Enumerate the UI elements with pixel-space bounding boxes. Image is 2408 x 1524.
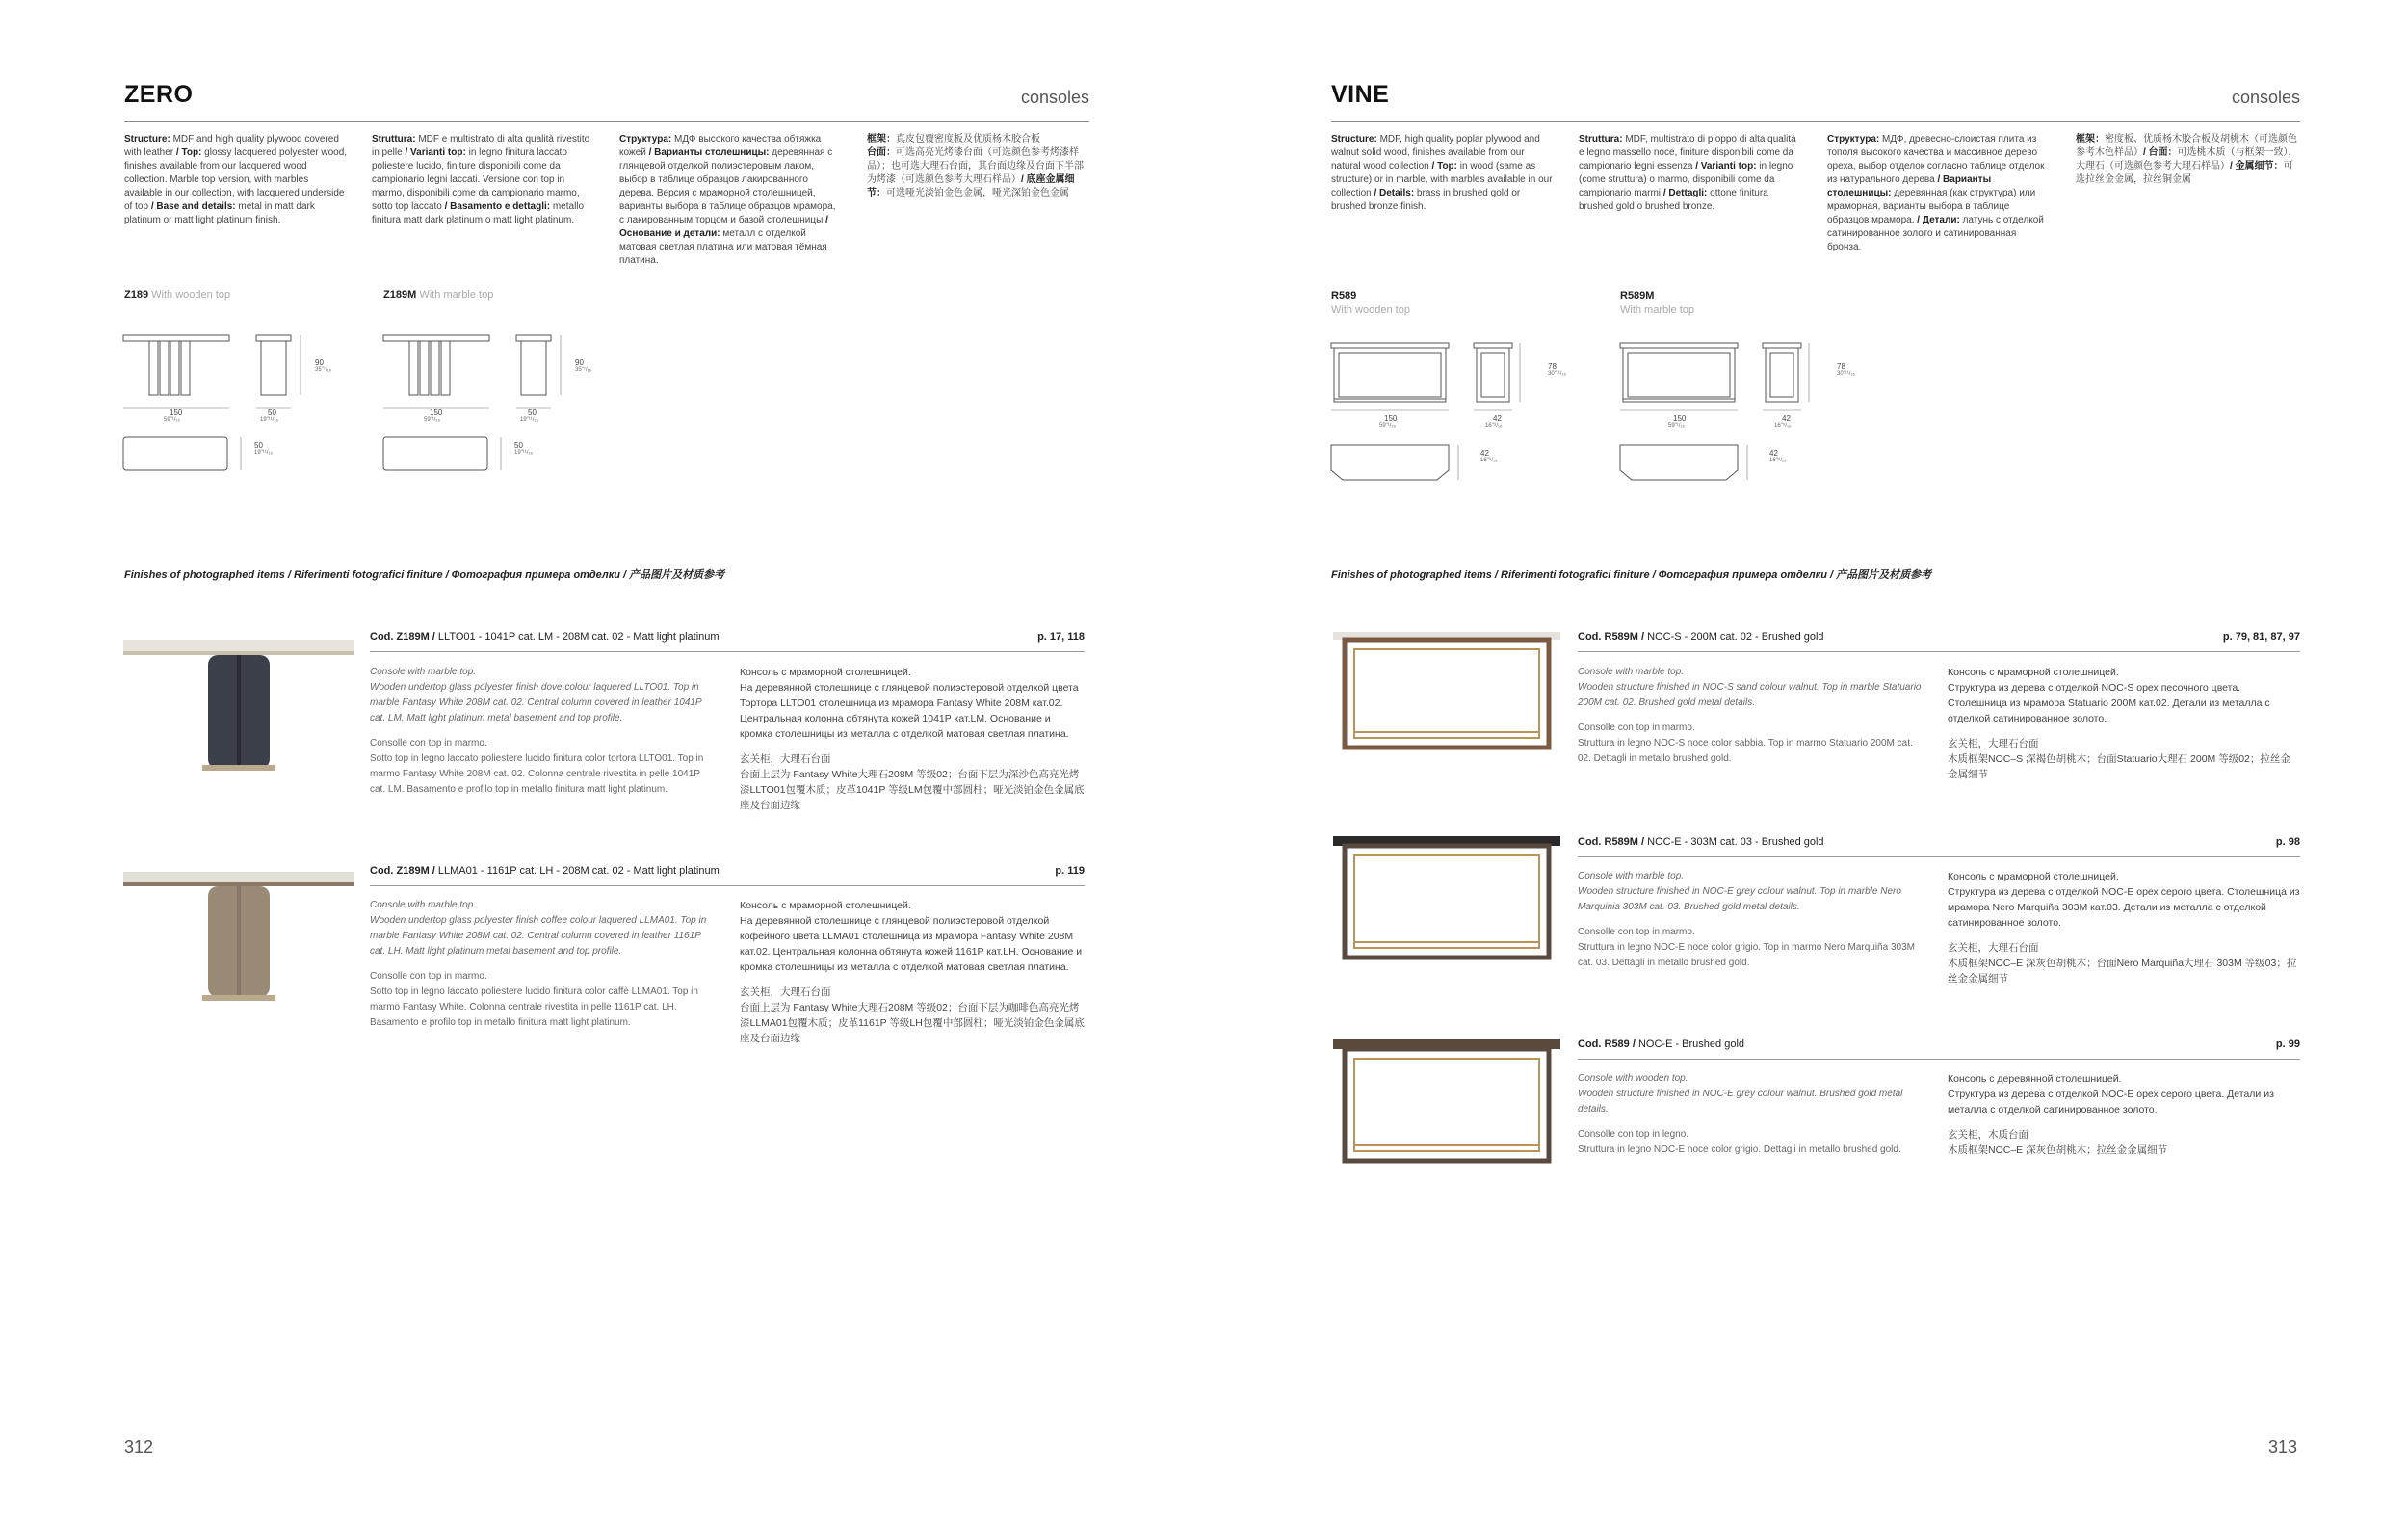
dimension-plan-depth-in: 19"¹¹/₁₆ [514, 450, 533, 456]
page-reference: p. 79, 81, 87, 97 [2222, 631, 2300, 643]
product-code-row: Cod. R589M / NOC-S - 200M cat. 02 - Brushed gold p. 79, 81, 87, 97 [1578, 631, 2300, 643]
dimension-width: 150 [170, 408, 183, 417]
product-text-en-it: Console with marble top. Wooden structure finished in NOC-S sand colour walnut. Top in marble Statuario 200M cat. 02. Brushed gold metal details. Consolle con top in marmo. Struttura in legno NOC-S noce color sabbia. Top in marmo Statuario 200M cat. 02. Dettagli in metallo brushed gold. [1578, 667, 1922, 764]
model-code: R589M With marble top [1620, 290, 1695, 316]
technical-drawing-z189 [121, 331, 353, 476]
page-reference: p. 98 [2275, 836, 2300, 848]
dimension-height-in: 35"⁷/₁₆ [315, 367, 332, 373]
model-code: Z189 With wooden top [124, 289, 231, 301]
dimension-depth-in: 19"¹¹/₁₆ [520, 417, 538, 423]
model-code: Z189M With marble top [383, 289, 494, 301]
dimension-plan-depth-in: 16"⁹/₁₆ [1769, 458, 1787, 463]
product-text-en-it: Console with marble top. Wooden undertop glass polyester finish coffee colour laquered LLMA01. Top in marble Fantasy White 208M cat. 02. Central column covered in leather 1161P cat. LH. Matt light platinum metal basement and top profile. Consolle con top in marmo. Sotto top in legno laccato poliestere lucido finitura color caffè LLMA01. Top in marmo Fantasy White. Colonna centrale rivestita in pelle 1161P cat. LH. Basamento e profilo top in metallo finitura matt light platinum. [370, 900, 707, 1028]
product-text-ru-zh: Консоль с мраморной столешницей. Структура из дерева с отделкой NOC-E орех серого цвета. Столешница из мрамора Nero Marquiña 303M кат.03. Детали из металла с отделкой сатинированное золото. 玄关柜，大理石台面 木质框架NOC–E 深灰色胡桃木；台面Nero Marquiña大理石 303M 等级03；拉丝金金属细节 [1948, 871, 2300, 985]
dimension-plan-depth-in: 16"⁹/₁₆ [1480, 458, 1498, 463]
product-divider [370, 885, 1085, 886]
product-divider [1578, 1059, 2300, 1060]
product-text-en-it: Console with wooden top. Wooden structure finished in NOC-E grey colour walnut. Brushed gold metal details. Consolle con top in legno. Struttura in legno NOC-E noce color grigio. Dettagli in metallo brushed gold. [1578, 1073, 1903, 1155]
dimension-plan-depth: 50 [514, 441, 523, 450]
product-code-row: Cod. R589 / NOC-E - Brushed gold p. 99 [1578, 1038, 2300, 1050]
dimension-plan-depth: 50 [254, 441, 263, 450]
dimension-height: 90 [575, 358, 584, 367]
page-reference: p. 119 [1055, 865, 1085, 877]
dimension-height-in: 30"¹¹/₁₆ [1837, 371, 1855, 377]
product-photo-r589-wooden [1333, 1036, 1560, 1170]
dimension-width: 150 [1673, 414, 1687, 423]
header-divider [1331, 121, 2300, 122]
dimension-height-in: 35"⁷/₁₆ [575, 367, 592, 373]
description-zh: 框架：密度板、优质杨木胶合板及胡桃木（可选颜色参考木色样品）/ 台面：可选桃木质（与框架一致），大理石（可选颜色参考大理石样品）/ 金属细节：可选拉丝金金属，拉丝铜金属 [2076, 134, 2298, 185]
dimension-height-in: 30"¹¹/₁₆ [1548, 371, 1566, 377]
product-divider [1578, 651, 2300, 652]
finishes-heading: Finishes of photographed items / Riferimenti fotografici finiture / Фотография примера отделки / 产品图片及材质参考 [124, 569, 725, 581]
header-divider [124, 121, 1089, 122]
product-divider [1578, 856, 2300, 857]
dimension-height: 90 [315, 358, 324, 367]
page-number: 312 [124, 1437, 154, 1457]
product-text-en-it: Console with marble top. Wooden structure finished in NOC-E grey colour walnut. Top in marble Nero Marquinia 303M cat. 03. Brushed gold metal details. Consolle con top in marmo. Struttura in legno NOC-E noce color grigio. Top in marmo Nero Marquiña 303M cat. 03. Dettagli in metallo brushed gold. [1578, 871, 1915, 968]
product-photo-z189m-coffee [123, 862, 354, 1007]
description-it: Struttura: MDF e multistrato di alta qualità rivestito in pelle / Varianti top: in legno finitura laccato poliestere lucido, finiture disponibili come da campionario legni laccati. Versione con top in marmo, disponibili come da campionario marmo, sotto top laccato / Basamento e dettagli: metallo finitura matt dark platinum o matt light platinum. [372, 134, 590, 225]
dimension-depth: 50 [528, 408, 537, 417]
description-ru: Структура: МДФ высокого качества обтяжка кожей / Варианты столешницы: деревянная с глянцевой отделкой полиэстеровым лаком, выбор в таблице образцов лакированного дерева. Версия с мраморной столешницей, варианты выбора в таблице образцов мрамора, с лакированным торцом и базой столешницы / Основание и детали: металл с отделкой матовая светлая платина или матовая тёмная платина. [619, 134, 836, 266]
dimension-plan-depth: 42 [1769, 449, 1778, 458]
product-text-ru-zh: Консоль с мраморной столешницей. На деревянной столешнице с глянцевой полиэстеровой отделкой цвета Тортора LLTO01 столешница из мрамора Fantasy White 208M кат.02. Центральная колонна обтянута кожей 1041P кат.LM. Основание и кромка столешницы из металла с отделкой матовая светлая платина. 玄关柜，大理石台面 台面上层为 Fantasy White大理石208M 等级02；台面下层为深沙色高亮光烤漆LLTO01包覆木质；皮革1041P 等级LM包覆中部圆柱；哑光淡铂金色金属底座及台面边缘 [740, 667, 1085, 811]
finishes-heading: Finishes of photographed items / Riferimenti fotografici finiture / Фотография примера отделки / 产品图片及材质参考 [1331, 569, 1932, 581]
dimension-width: 150 [1384, 414, 1398, 423]
product-text-ru-zh: Консоль с мраморной столешницей. Структура из дерева с отделкой NOC-S орех песочного цвета. Столешница из мрамора Statuario 200M кат.02. Детали из металла с отделкой сатинированное золото. 玄关柜，大理石台面 木质框架NOC–S 深褐色胡桃木；台面Statuario大理石 200M 等级02；拉丝金金属细节 [1948, 667, 2290, 780]
dimension-width-in: 59"¹/₁₆ [164, 417, 180, 423]
dimension-depth-in: 16"⁹/₁₆ [1485, 423, 1503, 429]
technical-drawing-z189m [381, 331, 613, 476]
product-divider [370, 651, 1085, 652]
page-title: VINE [1331, 81, 1390, 108]
dimension-depth: 42 [1782, 414, 1791, 423]
product-text-ru-zh: Консоль с мраморной столешницей. На деревянной столешнице с глянцевой полиэстеровой отделкой кофейного цвета LLMA01 столешница из мрамора Fantasy White 208M кат.02. Центральная колонна обтянута кожей 1161P кат.LH. Основание и кромка столешницы из металла с отделкой матовая светлая платина. 玄关柜，大理石台面 台面上层为 Fantasy White大理石208M 等级02；台面下层为咖啡色高亮光烤漆LLMA01包覆木质；皮革1161P 等级LH包覆中部圆柱；哑光淡铂金色金属底座及台面边缘 [740, 900, 1085, 1044]
page-title: ZERO [124, 81, 194, 108]
category-label: consoles [1021, 88, 1090, 107]
description-zh: 框架：真皮包覆密度板及优质杨木胶合板 台面：可选高亮光烤漆台面（可选颜色参考烤漆样品）；也可选大理石台面，其台面边缘及台面下半部为烤漆（可选颜色参考大理石样品）/ 底座金属细节：可选哑光淡铂金色金属，哑光深铂金色金属 [867, 134, 1084, 198]
dimension-width-in: 59"¹/₁₆ [1668, 423, 1685, 429]
dimension-depth: 42 [1493, 414, 1502, 423]
dimension-height: 78 [1548, 362, 1557, 371]
dimension-height: 78 [1837, 362, 1845, 371]
page-reference: p. 17, 118 [1037, 631, 1085, 643]
dimension-plan-depth-in: 19"¹¹/₁₆ [254, 450, 273, 456]
product-text-ru-zh: Консоль с деревянной столешницей. Структура из дерева с отделкой NOC-E орех серого цвета. Детали из металла с отделкой сатинированное золото. 玄关柜，木质台面 木质框架NOC–E 深灰色胡桃木；拉丝金金属细节 [1948, 1073, 2274, 1156]
product-code-row: Cod. Z189M / LLTO01 - 1041P cat. LM - 208M cat. 02 - Matt light platinum p. 17, 118 [370, 631, 1085, 643]
technical-drawing-r589 [1329, 339, 1560, 493]
dimension-width: 150 [430, 408, 443, 417]
technical-drawing-r589m [1618, 339, 1849, 493]
dimension-depth-in: 19"¹¹/₁₆ [260, 417, 278, 423]
dimension-depth-in: 16"⁹/₁₆ [1774, 423, 1792, 429]
page-reference: p. 99 [2275, 1038, 2300, 1050]
description-en: Structure: MDF and high quality plywood covered with leather / Top: glossy lacquered polyester wood, finishes available from our lacquered wood collection. Marble top version, with marbles available in our collection, with lacquered underside of top / Base and details: metal in matt dark platinum or matt light platinum finish. [124, 134, 348, 225]
dimension-plan-depth: 42 [1480, 449, 1489, 458]
dimension-width-in: 59"¹/₁₆ [424, 417, 440, 423]
product-code-row: Cod. R589M / NOC-E - 303M cat. 03 - Brushed gold p. 98 [1578, 836, 2300, 848]
product-text-en-it: Console with marble top. Wooden undertop glass polyester finish dove colour laquered LLTO01. Top in marble Fantasy White 208M cat. 02. Central column covered in leather 1041P cat. LM. Matt light platinum metal basement and top profile. Consolle con top in marmo. Sotto top in legno laccato poliestere lucido finitura color tortora LLTO01. Top in marmo Fantasy White 208M cat. 02. Colonna centrale rivestita in pelle 1041P cat. LM. Basamento e profilo top in metallo finitura matt light platinum. [370, 667, 704, 795]
right-page [1204, 0, 2408, 1524]
product-photo-r589m-grey [1333, 832, 1560, 967]
description-ru: Структура: МДФ, древесно-слоистая плита из тополя высокого качества и массивное дерево ореха, выбор отделок согласно таблице отделок из натурального дерева / Варианты столешницы: деревянная (как структура) или мраморная, варианты выбора в таблице образцов мрамора. / Детали: латунь с отделкой сатинированное золото и сатинированная бронза. [1827, 134, 2045, 252]
product-photo-r589m-sand [1333, 626, 1560, 751]
model-code: R589 With wooden top [1331, 290, 1410, 316]
description-en: Structure: MDF, high quality poplar plywood and walnut solid wood, finishes available from our natural wood collection / Top: in wood (same as structure) or in marble, with marbles available in our collection / Details: brass in brushed gold or brushed bronze finish. [1331, 134, 1553, 212]
page-number: 313 [2268, 1437, 2298, 1457]
dimension-depth: 50 [268, 408, 276, 417]
product-code-row: Cod. Z189M / LLMA01 - 1161P cat. LH - 208M cat. 02 - Matt light platinum p. 119 [370, 865, 1085, 877]
description-it: Struttura: MDF, multistrato di pioppo di alta qualità e legno massello noce, finiture disponibili come da campionario legni essenza / Varianti top: in legno (come struttura) o marmo, disponibili come da campionario marmi / Dettagli: ottone finitura brushed gold o brushed bronze. [1579, 134, 1796, 212]
product-photo-z189m-dove [123, 626, 354, 775]
category-label: consoles [2232, 88, 2301, 107]
dimension-width-in: 59"¹/₁₆ [1379, 423, 1396, 429]
